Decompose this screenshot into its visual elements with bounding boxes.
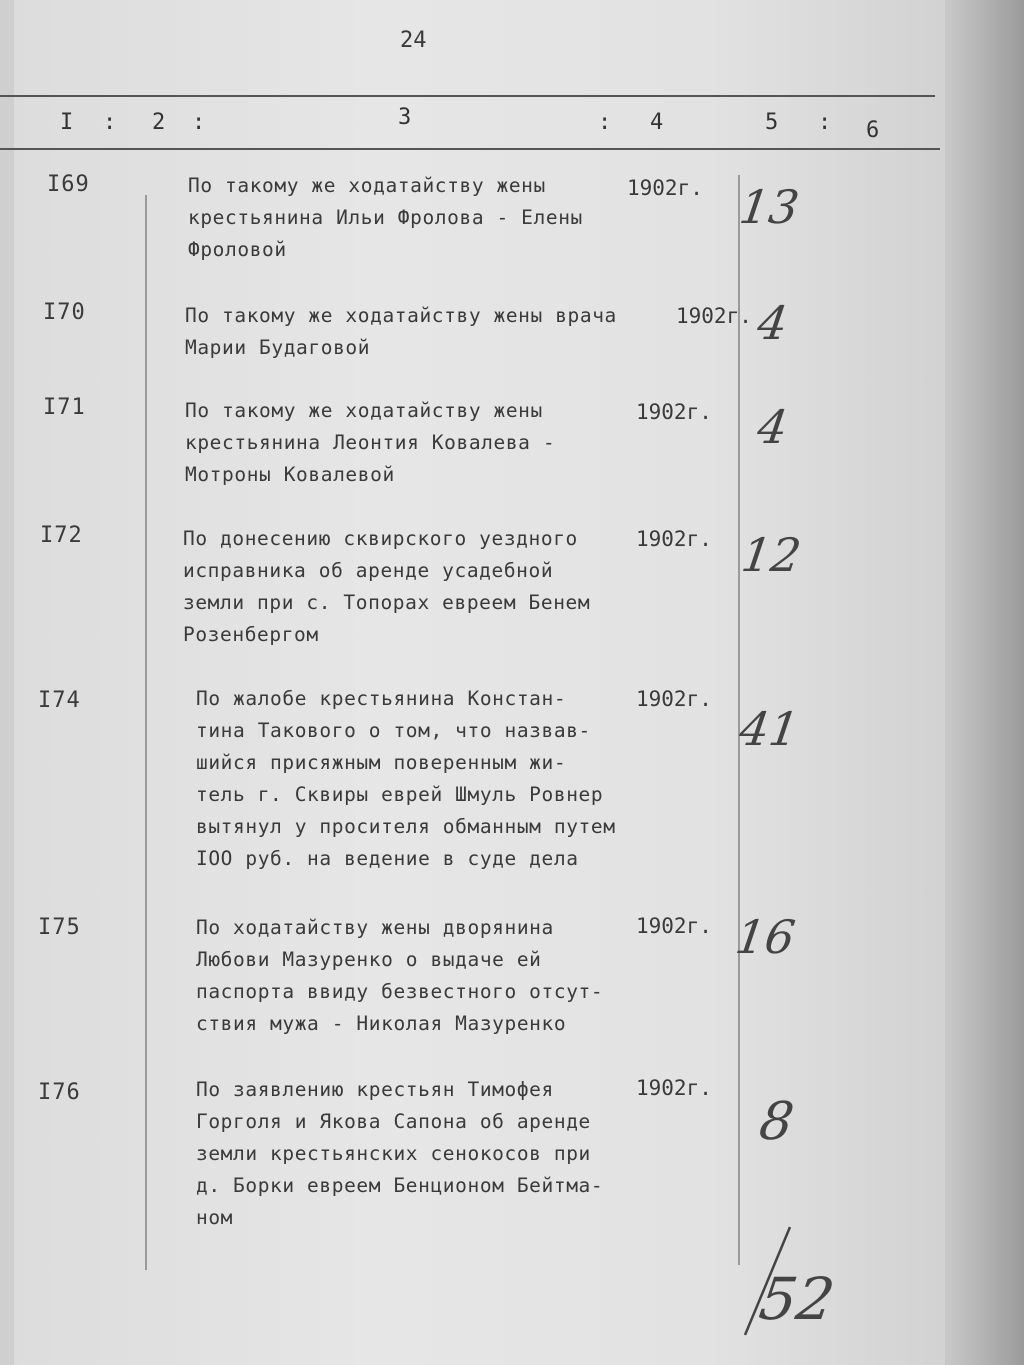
description-line: По жалобе крестьянина Констан- (196, 687, 567, 710)
total-sheets-handwritten (735, 1225, 855, 1345)
description-line: По такому же ходатайству жены (188, 174, 546, 197)
header-top-rule (0, 95, 935, 97)
description-line: ствия мужа - Николая Мазуренко (196, 1012, 567, 1035)
entry-year: 1902г. (636, 1076, 712, 1100)
description-line: По такому же ходатайству жены врача (185, 304, 617, 327)
description-line: тина Такового о том, что назвав- (196, 719, 591, 742)
col-header-2: 2 (152, 110, 166, 135)
entry-year: 1902г. (636, 400, 712, 424)
left-margin-strip (0, 0, 14, 1365)
description-line: земли при с. Топорах евреем Бенем (183, 591, 591, 614)
entry-year: 1902г. (636, 687, 712, 711)
entry-description (185, 300, 617, 364)
description-line: д. Борки евреем Бенционом Бейтма- (196, 1174, 604, 1197)
entry-year: 1902г. (636, 527, 712, 551)
description-line: тель г. Сквиры еврей Шмуль Ровнер (196, 783, 604, 806)
column-divider (738, 175, 740, 1265)
total-sheets-value: 52 (755, 1265, 839, 1333)
entry-number: I71 (43, 395, 86, 420)
col-header-6: 6 (866, 118, 880, 143)
sheet-count-handwritten: 4 (754, 400, 792, 454)
description-line: земли крестьянских сенокосов при (196, 1142, 591, 1165)
description-line: По донесению сквирского уездного (183, 527, 578, 550)
description-line: IOO руб. на ведение в суде дела (196, 847, 579, 870)
sheet-count-handwritten: 4 (754, 296, 792, 350)
column-divider (145, 195, 147, 1270)
col-header-sep: : (192, 110, 206, 135)
description-line: Мотроны Ковалевой (185, 463, 395, 486)
description-line: Горголя и Якова Сапона об аренде (196, 1110, 591, 1133)
entry-description (185, 395, 555, 491)
description-line: крестьянина Леонтия Ковалева - (185, 431, 556, 454)
description-line: вытянул у просителя обманным путем (196, 815, 616, 838)
description-line: Розенбергом (183, 623, 319, 646)
entry-year: 1902г. (636, 914, 712, 938)
page-number: 24 (400, 28, 427, 53)
col-header-sep: : (818, 110, 832, 135)
description-line: По заявлению крестьян Тимофея (196, 1078, 554, 1101)
col-header-5: 5 (765, 110, 779, 135)
description-line: Фроловой (188, 238, 287, 261)
description-line: паспорта ввиду безвестного отсут- (196, 980, 604, 1003)
sheet-count-handwritten: 12 (738, 528, 805, 582)
description-line: По такому же ходатайству жены (185, 399, 543, 422)
description-line: шийся присяжным поверенным жи- (196, 751, 567, 774)
col-header-1: I (60, 110, 74, 135)
entry-number: I74 (38, 688, 81, 713)
sheet-count-handwritten: 13 (736, 180, 803, 234)
entry-description (196, 683, 616, 875)
entry-number: I75 (38, 915, 81, 940)
sheet-count-handwritten: 16 (732, 910, 799, 964)
col-header-sep: : (598, 110, 612, 135)
entry-description (183, 523, 590, 651)
sheet-count-handwritten: 8 (755, 1092, 798, 1152)
entry-number: I76 (38, 1080, 81, 1105)
entry-description (188, 170, 583, 266)
col-header-3: 3 (398, 105, 412, 130)
entry-description (196, 912, 603, 1040)
entry-description (196, 1074, 603, 1234)
description-line: ном (196, 1206, 234, 1229)
entry-number: I69 (47, 172, 90, 197)
sheet-count-handwritten: 41 (736, 702, 803, 756)
col-header-sep: : (103, 110, 117, 135)
entry-year: 1902г. (676, 304, 752, 328)
description-line: По ходатайству жены дворянина (196, 916, 554, 939)
entry-year: 1902г. (627, 176, 703, 200)
entry-number: I72 (40, 523, 83, 548)
scan-background-edge (945, 0, 1024, 1365)
description-line: крестьянина Ильи Фролова - Елены (188, 206, 583, 229)
description-line: исправника об аренде усадебной (183, 559, 554, 582)
entry-number: I70 (43, 300, 86, 325)
description-line: Марии Будаговой (185, 336, 371, 359)
description-line: Любови Мазуренко о выдаче ей (196, 948, 542, 971)
col-header-4: 4 (650, 110, 664, 135)
header-bottom-rule (0, 148, 940, 150)
